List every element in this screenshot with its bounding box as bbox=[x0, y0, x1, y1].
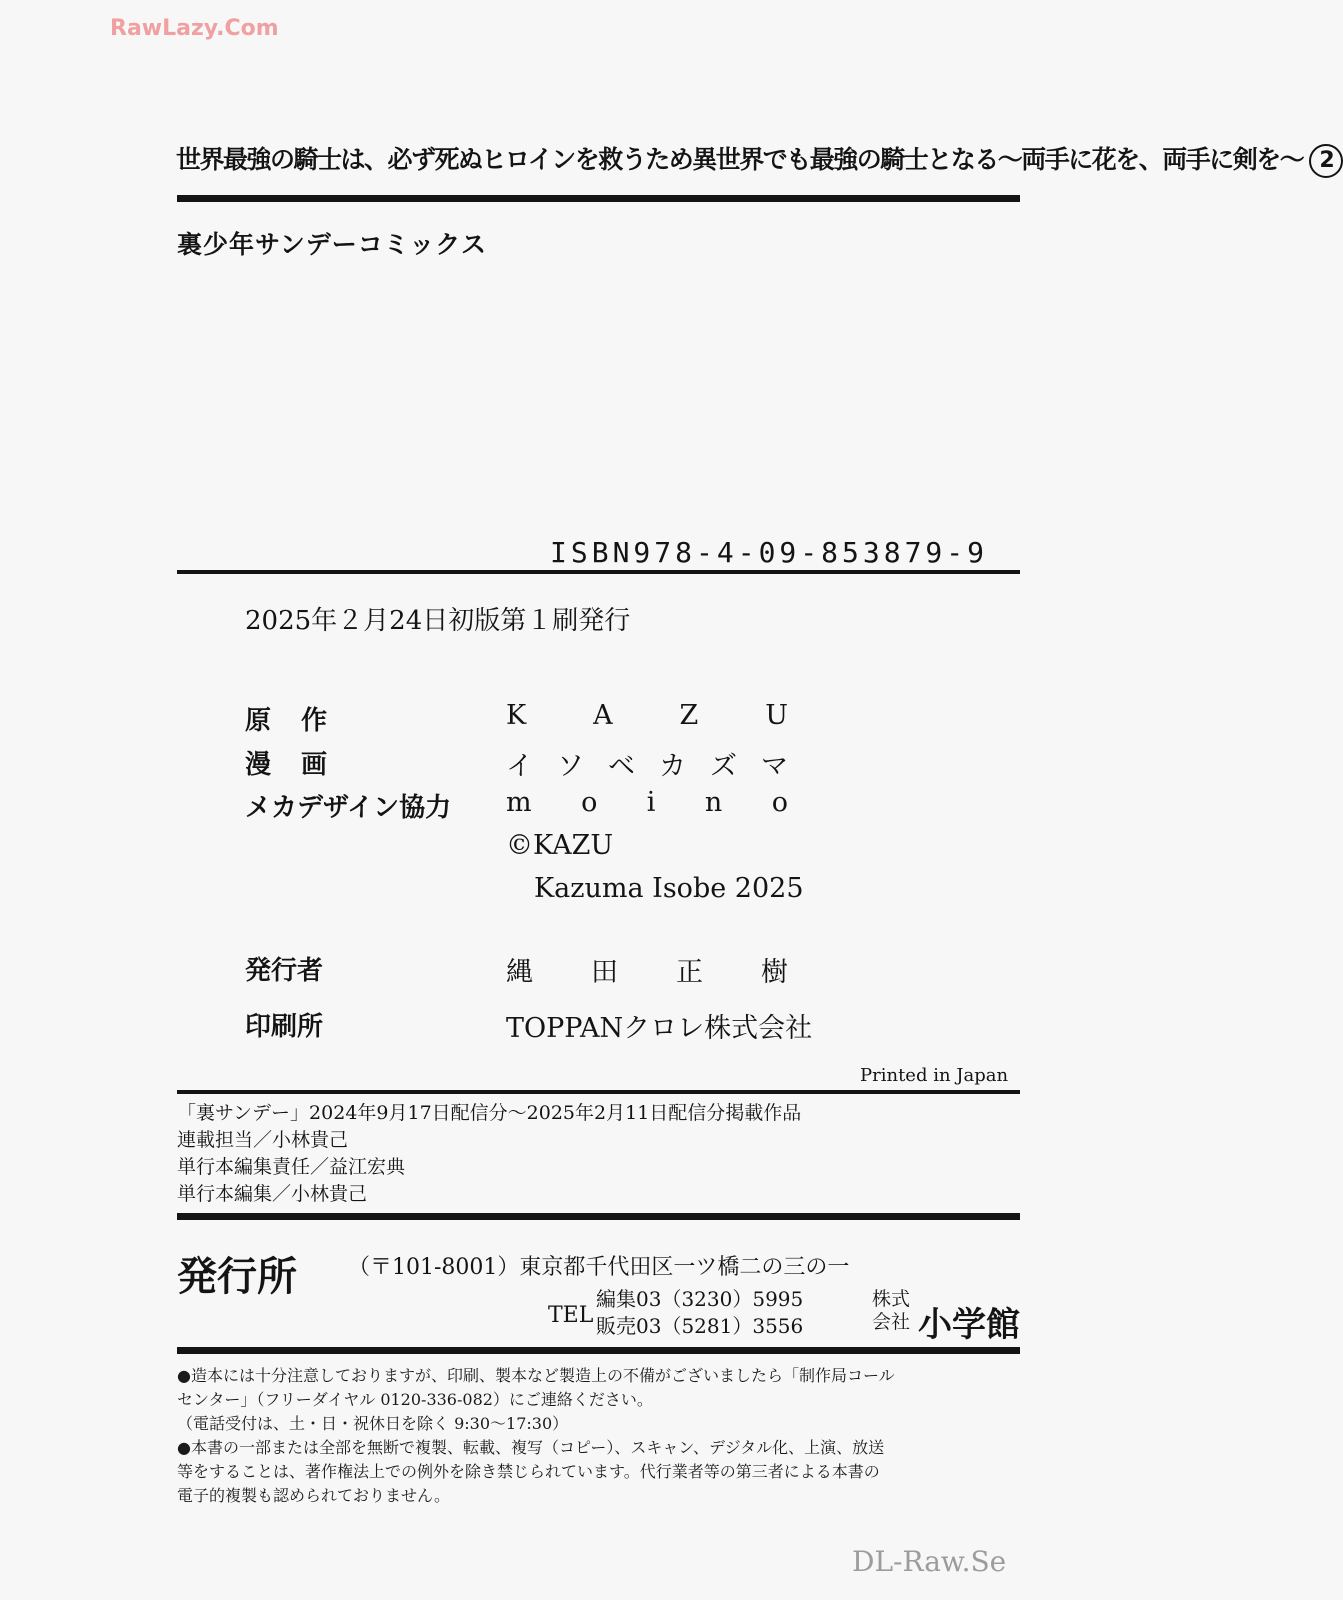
artist-char: マ bbox=[761, 751, 788, 782]
mecha-design-char: i bbox=[646, 787, 656, 818]
publisher-person-char: 樹 bbox=[761, 957, 788, 988]
tel-sales: 販売03（5281）3556 bbox=[596, 1314, 804, 1338]
mecha-design-char: n bbox=[704, 787, 723, 818]
publisher-person-char: 田 bbox=[591, 957, 618, 988]
copyright-line-1: ©KAZU bbox=[506, 830, 614, 861]
publisher-bottom-rule bbox=[177, 1347, 1020, 1354]
tel-label: TEL bbox=[548, 1303, 594, 1328]
original-author-char: K bbox=[506, 700, 527, 731]
tel-editorial: 編集03（3230）5995 bbox=[596, 1287, 804, 1311]
printer-value: TOPPANクロレ株式会社 bbox=[506, 1013, 813, 1044]
volume-number: 2 bbox=[1309, 144, 1343, 178]
publisher-person-label: 発行者 bbox=[245, 956, 324, 986]
notice-line: 等をすることは、著作権法上での例外を除き禁じられています。代行業者等の第三者による本書の bbox=[177, 1462, 880, 1481]
mecha-design-value bbox=[506, 787, 788, 818]
artist-char: イ bbox=[506, 751, 533, 782]
notice-line: ●造本には十分注意しておりますが、印刷、製本など製造上の不備がございましたら「制作局コール bbox=[177, 1366, 895, 1385]
first-edition-date: 2025年２月24日初版第１刷発行 bbox=[245, 606, 631, 636]
serialization-line: 「裏サンデー」2024年9月17日配信分〜2025年2月11日配信分掲載作品 bbox=[177, 1102, 802, 1124]
publisher-corp-name: 小学館 bbox=[918, 1305, 1020, 1345]
notice-line: 電子的複製も認められておりません。 bbox=[177, 1486, 450, 1505]
original-author-char: U bbox=[765, 700, 788, 731]
publisher-person-char: 正 bbox=[676, 957, 703, 988]
book-title-text: 世界最強の騎士は、必ず死ぬヒロインを救うため異世界でも最強の騎士となる〜両手に花を、両手に剣を〜 bbox=[176, 145, 1304, 174]
artist-char: ベ bbox=[608, 751, 635, 782]
original-author-value bbox=[506, 700, 788, 731]
watermark-bottom: DL-Raw.Se bbox=[852, 1545, 1007, 1578]
book-title bbox=[176, 140, 1343, 178]
artist-label: 漫画 bbox=[245, 750, 358, 780]
serialization-editor: 連載担当／小林貴己 bbox=[177, 1129, 349, 1151]
copyright-line-2: Kazuma Isobe 2025 bbox=[534, 873, 804, 904]
printed-in-japan: Printed in Japan bbox=[860, 1065, 1009, 1086]
original-author-char: Z bbox=[679, 700, 699, 731]
artist-char: カ bbox=[659, 751, 686, 782]
artist-value bbox=[506, 744, 788, 783]
publisher-address: （〒101-8001）東京都千代田区一ツ橋二の三の一 bbox=[348, 1255, 850, 1280]
artist-char: ソ bbox=[557, 751, 584, 782]
isbn: ISBN978-4-09-853879-9 bbox=[550, 536, 989, 569]
publisher-person-value bbox=[506, 950, 788, 989]
mecha-design-label: メカデザイン協力 bbox=[245, 793, 452, 823]
corp-prefix: 株式会社 bbox=[872, 1288, 911, 1333]
mecha-design-char: m bbox=[506, 787, 532, 818]
volume-editor: 単行本編集／小林貴己 bbox=[177, 1183, 368, 1205]
publisher-label: 発行所 bbox=[177, 1254, 297, 1300]
credits-rule bbox=[177, 1090, 1020, 1094]
watermark-top: RawLazy.Com bbox=[110, 16, 279, 41]
printer-label: 印刷所 bbox=[245, 1012, 324, 1042]
publisher-person-char: 縄 bbox=[506, 957, 533, 988]
notice-line: センター」（フリーダイヤル 0120-336-082）にご連絡ください。 bbox=[177, 1390, 653, 1409]
notice-line: （電話受付は、土・日・祝休日を除く 9:30〜17:30） bbox=[177, 1414, 569, 1433]
comics-label: 裏少年サンデーコミックス bbox=[177, 230, 488, 259]
notice-line: ●本書の一部または全部を無断で複製、転載、複写（コピー）、スキャン、デジタル化、上演、放送 bbox=[177, 1438, 885, 1457]
mecha-design-char: o bbox=[771, 787, 788, 818]
isbn-rule bbox=[177, 570, 1020, 574]
original-author-char: A bbox=[593, 700, 613, 731]
artist-char: ズ bbox=[710, 751, 737, 782]
publisher-top-rule bbox=[177, 1213, 1020, 1220]
mecha-design-char: o bbox=[581, 787, 598, 818]
volume-editor-chief: 単行本編集責任／益江宏典 bbox=[177, 1156, 406, 1178]
original-author-label: 原作 bbox=[245, 706, 358, 736]
title-rule bbox=[177, 195, 1020, 202]
